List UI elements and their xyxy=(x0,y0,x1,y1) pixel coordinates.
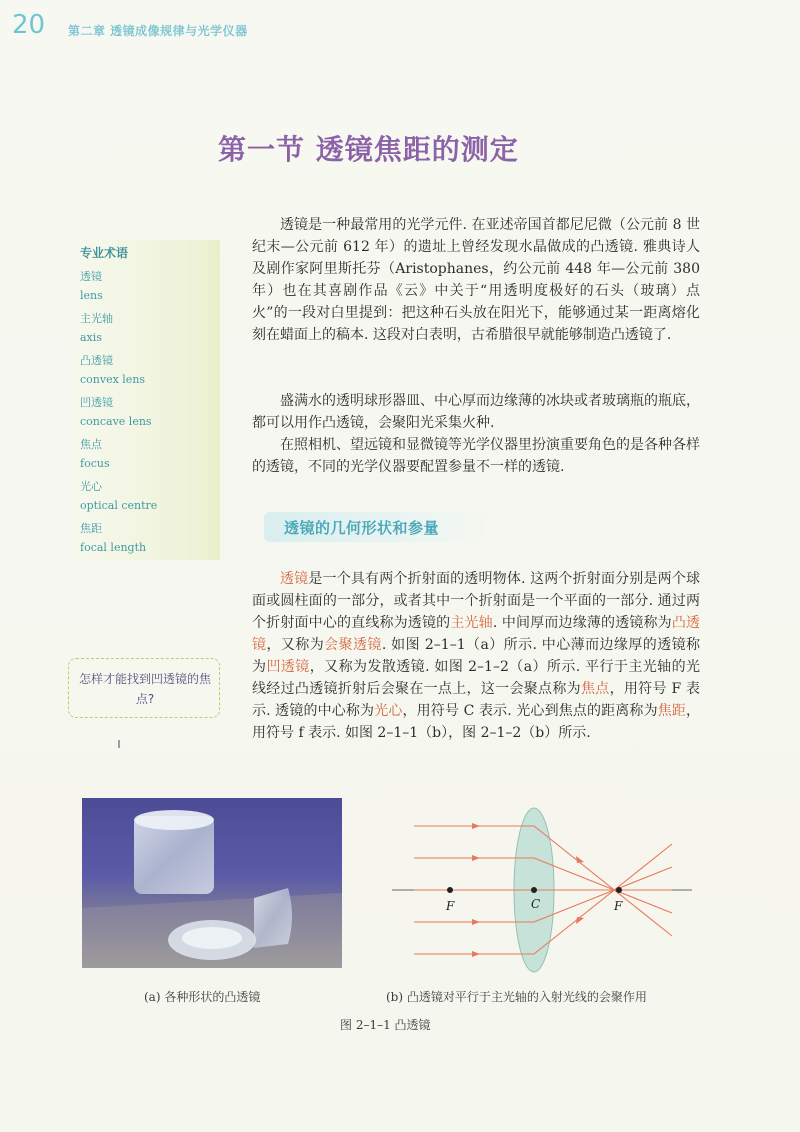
page-number: 20 xyxy=(12,10,46,40)
term-focus: 焦点 xyxy=(580,681,610,697)
term-item: concave lens xyxy=(80,415,152,428)
term-convex-lens: 凸透镜 xyxy=(252,615,701,653)
term-item: 凸透镜 xyxy=(80,354,113,367)
margin-dash xyxy=(118,740,120,748)
question-prompt-box xyxy=(68,658,220,718)
optical-centre-point xyxy=(531,887,537,893)
term-optical-centre: 光心 xyxy=(374,703,403,719)
term-item: 透镜 xyxy=(80,270,102,283)
term-concave-lens: 凹透镜 xyxy=(266,659,310,675)
section-title: 第一节 透镜焦距的测定 xyxy=(218,133,519,166)
term-focal-length: 焦距 xyxy=(657,703,687,719)
caption-b: (b) 凸透镜对平行于主光轴的入射光线的会聚作用 xyxy=(386,990,647,1004)
term-item: 光心 xyxy=(80,480,102,493)
page-header xyxy=(0,0,800,44)
question-prompt-text: 怎样才能找到凹透镜的焦点? xyxy=(79,672,212,706)
term-item: convex lens xyxy=(80,373,146,386)
sidebar-title: 专业术语 xyxy=(80,246,129,260)
term-item: optical centre xyxy=(80,499,158,512)
water-lens-paragraph: 盛满水的透明球形器皿、中心厚而边缘薄的冰块或者玻璃瓶的瓶底，都可以用作凸透镜，会聚阳光采集火种. xyxy=(252,393,700,431)
instruments-paragraph: 在照相机、望远镜和显微镜等光学仪器里扮演重要角色的是各种各样的透镜，不同的光学仪器要配置参量不一样的透镜. xyxy=(252,437,700,475)
caption-a: (a) 各种形状的凸透镜 xyxy=(144,990,261,1004)
term-item: lens xyxy=(80,289,103,302)
term-item: 凹透镜 xyxy=(80,396,113,409)
term-item: axis xyxy=(80,331,102,344)
incident-rays xyxy=(414,826,534,954)
left-focus-label: F xyxy=(446,899,455,913)
term-item: 主光轴 xyxy=(80,312,113,325)
optical-centre-label: C xyxy=(531,897,541,911)
term-converging-lens: 会聚透镜 xyxy=(324,637,382,653)
term-item: 焦距 xyxy=(80,522,102,535)
geometry-paragraph: 透镜是一个具有两个折射面的透明物体. 这两个折射面分别是两个球面或圆柱面的一部分，或者其中一个折射面是一个平面的一部分. 通过两个折射面中心的直线称为透镜的主光轴. 中间厚而边缘薄的透镜称为凸透镜，又称为会聚透镜. 如图 2–1–1（a）所示. 中心薄而边缘厚的透镜称为凹透镜，又称为发散透镜. 如图 2–1–2（a）所示. 平行于主光轴的光线经过凸透镜折射后会聚在一点上，这一会聚点称为焦点，用符号 F 表示. 透镜的中心称为光心，用符号 C 表示. 光心到焦点的距离称为焦距，用符号 f 表示. 如图 2–1–1（b），图 2–1–2（b）所示. xyxy=(252,571,701,741)
refracted-rays xyxy=(534,826,672,954)
left-focus-point xyxy=(447,887,453,893)
intro-paragraph: 透镜是一种最常用的光学元件. 在亚述帝国首都尼尼微（公元前 8 世纪末—公元前 612 年）的遗址上曾经发现水晶做成的凸透镜. 雅典诗人及剧作家阿里斯托芬（Aristophanes，约公元前 448 年—公元前 380 年）也在其喜剧作品《云》中关于“用透明度极好的石头（玻璃）点火”的一段对白里提到：把这种石头放在阳光下，能够通过某一距离熔化刻在蜡面上的稿本. 这段对白表明，古希腊很早就能够制造凸透镜了. xyxy=(252,217,700,343)
convex-lens-photo xyxy=(82,798,342,968)
convex-lens-ray-diagram xyxy=(392,806,702,974)
terminology-sidebar xyxy=(70,240,220,560)
figure-caption: 图 2–1–1 凸透镜 xyxy=(340,1018,431,1032)
term-principal-axis: 主光轴 xyxy=(450,615,493,631)
subheading-box xyxy=(264,512,484,542)
term-item: focal length xyxy=(80,541,147,554)
right-focus-point xyxy=(616,887,622,893)
term-lens: 透镜 xyxy=(280,571,309,587)
right-focus-label: F xyxy=(614,899,623,913)
term-item: focus xyxy=(80,457,110,470)
subheading: 透镜的几何形状和参量 xyxy=(284,519,440,537)
chapter-title: 第二章 透镜成像规律与光学仪器 xyxy=(68,24,248,38)
term-item: 焦点 xyxy=(80,438,102,451)
ray-diagram-svg xyxy=(392,806,702,974)
lens-photo-illustration xyxy=(82,798,342,968)
